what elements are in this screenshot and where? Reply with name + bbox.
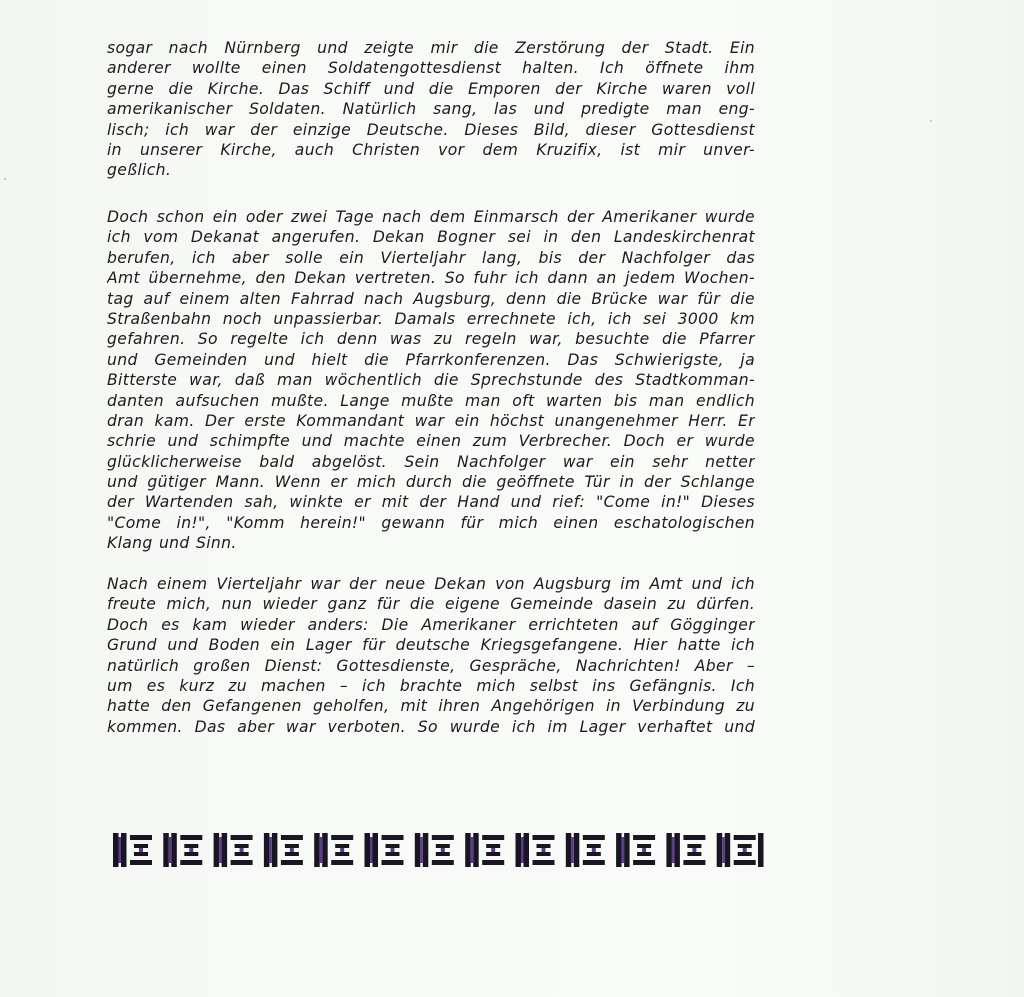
ornament-bar	[163, 833, 169, 867]
text-line: Nach einem Vierteljahr war der neue Dekan von Augsburg im Amt und ich	[107, 575, 755, 593]
ornament-step	[687, 852, 701, 856]
ornament-step	[386, 844, 400, 848]
ornament-accent	[521, 837, 524, 863]
ornament-bar	[566, 833, 572, 867]
text-line: gerne die Kirche. Das Schiff und die Emporen der Kirche waren voll	[107, 79, 755, 98]
ornament-step	[335, 852, 349, 856]
ornament-step	[738, 852, 752, 856]
ornament-bar	[214, 833, 220, 867]
ornament-step	[184, 852, 198, 856]
text-line: gefahren. So regelte ich denn was zu regeln war, besuchte die Pfarrer	[107, 330, 755, 349]
text-line: anderer wollte einen Soldatengottesdienst halten. Ich öffnete ihm	[107, 59, 755, 78]
text-line: kommen. Das aber war verboten. So wurde ich im Lager verhaftet und	[107, 717, 755, 736]
ornament-step	[231, 860, 253, 865]
ornament-step	[587, 852, 601, 856]
ornament-step	[130, 835, 152, 840]
paragraph-3	[107, 574, 755, 737]
text-line: dran kam. Der erste Kommandant war ein höchst unangenehmer Herr. Er	[107, 411, 755, 430]
text-line: in unserer Kirche, auch Christen vor dem Kruzifix, ist mir unver-	[107, 140, 755, 159]
ornament-step	[734, 860, 756, 865]
ornament-step	[482, 860, 504, 865]
ornament-bar	[524, 833, 530, 867]
ornament-bar	[423, 833, 429, 867]
ornament-dot	[542, 848, 546, 852]
text-line: der Wartenden sah, winkte er mit der Hand und rief: "Come in!" Dieses	[107, 493, 755, 512]
ornament-bar	[322, 833, 328, 867]
ornament-step	[734, 835, 756, 840]
ornament-step	[235, 844, 249, 848]
ornament-step	[436, 844, 450, 848]
text-line: ich vom Dekanat angerufen. Dekan Bogner sei in den Landeskirchenrat	[107, 228, 755, 247]
ornament-step	[533, 835, 555, 840]
ornament-step	[587, 844, 601, 848]
ornament-step	[331, 835, 353, 840]
text-line: und gütiger Mann. Wenn er mich durch die geöffnete Tür in der Schlange	[107, 473, 755, 492]
text-line: lisch; ich war der einzige Deutsche. Dieses Bild, dieser Gottesdienst	[107, 120, 755, 139]
text-line: und Gemeinden und hielt die Pfarrkonferenzen. Das Schwierigste, ja	[107, 350, 755, 369]
text-line: Bitterste war, daß man wöchentlich die Sprechstunde des Stadtkomman-	[107, 371, 755, 390]
ornament-step	[382, 860, 404, 865]
ornament-step	[637, 852, 651, 856]
ornament-dot	[692, 848, 696, 852]
ornament-dot	[240, 848, 244, 852]
ornament-step	[180, 860, 202, 865]
text-line: Doch es kam wieder anders: Die Amerikaner errichteten auf Gögginger	[107, 615, 755, 634]
ornament-step	[432, 860, 454, 865]
ornament-bar	[725, 833, 731, 867]
ornament-step	[386, 852, 400, 856]
ornament-step	[583, 860, 605, 865]
ornament-accent	[471, 837, 474, 863]
ornament-dot	[290, 848, 294, 852]
ornament-dot	[642, 848, 646, 852]
ornament-step	[382, 835, 404, 840]
text-line: natürlich großen Dienst: Gottesdienste, Gespräche, Nachrichten! Aber –	[107, 656, 755, 675]
ornament-bar	[264, 833, 270, 867]
ornament-step	[335, 844, 349, 848]
ornament-bar	[574, 833, 580, 867]
ornament-step	[633, 860, 655, 865]
text-line: amerikanischer Soldaten. Natürlich sang, las und predigte man eng-	[107, 100, 755, 119]
ornament-step	[281, 835, 303, 840]
ornament-accent	[622, 837, 625, 863]
ornament-bar	[373, 833, 379, 867]
ornament-step	[235, 852, 249, 856]
ornament-accent	[269, 837, 272, 863]
text-line: glücklicherweise bald abgelöst. Sein Nachfolger war ein sehr netter	[107, 452, 755, 471]
ornament-step	[533, 860, 555, 865]
ornament-step	[285, 852, 299, 856]
ornament-accent	[320, 837, 323, 863]
text-line: "Come in!", "Komm herein!" gewann für mich einen eschatologischen	[107, 513, 755, 532]
ornament-bar	[616, 833, 622, 867]
text-line: Grund und Boden ein Lager für deutsche Kriegsgefangene. Hier hatte ich	[107, 636, 755, 655]
ornament-accent	[420, 837, 423, 863]
ornament-accent	[672, 837, 675, 863]
text-line: um es kurz zu machen – ich brachte mich selbst ins Gefängnis. Ich	[107, 676, 755, 695]
ornament-bar	[473, 833, 479, 867]
ornament-step	[486, 844, 500, 848]
ornament-step	[134, 852, 148, 856]
ornament-bar	[516, 833, 522, 867]
ornament-step	[537, 844, 551, 848]
ornament-bar	[222, 833, 228, 867]
paper-speck	[930, 120, 932, 122]
ornament-bar	[415, 833, 421, 867]
ornament-accent	[571, 837, 574, 863]
ornament-bar	[624, 833, 630, 867]
ornament-bar	[121, 833, 127, 867]
ornament-step	[134, 844, 148, 848]
ornament-dot	[340, 848, 344, 852]
ornament-accent	[219, 837, 222, 863]
paragraph-2	[107, 207, 755, 554]
ornament-step	[687, 844, 701, 848]
ornament-dot	[189, 848, 193, 852]
ornament-bar	[113, 833, 119, 867]
ornament-step	[738, 844, 752, 848]
ornament-step	[486, 852, 500, 856]
ornament-bar	[674, 833, 680, 867]
ornament-accent	[370, 837, 373, 863]
ornament-step	[184, 844, 198, 848]
ornament-dot	[491, 848, 495, 852]
text-line: freute mich, nun wieder ganz für die eigene Gemeinde dasein zu dürfen.	[107, 595, 755, 614]
text-line: danten aufsuchen mußte. Lange mußte man oft warten bis man endlich	[107, 391, 755, 410]
ornament-bar	[666, 833, 672, 867]
ornament-step	[285, 844, 299, 848]
ornament-bar	[171, 833, 177, 867]
ornament-bar	[465, 833, 471, 867]
ornament-step	[432, 835, 454, 840]
text-line: hatte den Gefangenen geholfen, mit ihren Angehörigen in Verbindung zu	[107, 697, 755, 716]
ornament-step	[180, 835, 202, 840]
ornament-step	[683, 860, 705, 865]
paragraph-1	[107, 38, 755, 181]
ornament-dot	[391, 848, 395, 852]
ornament-bar	[365, 833, 371, 867]
text-line: tag auf einem alten Fahrrad nach Augsburg, denn die Brücke war für die	[107, 289, 755, 308]
ornament-step	[231, 835, 253, 840]
ornament-dot	[139, 848, 143, 852]
ornament-bar	[758, 833, 764, 867]
ornament-dot	[441, 848, 445, 852]
text-line: sogar nach Nürnberg und zeigte mir die Zerstörung der Stadt. Ein	[107, 39, 755, 57]
ornament-step	[482, 835, 504, 840]
text-line: schrie und schimpfte und machte einen zum Verbrecher. Doch er wurde	[107, 432, 755, 451]
text-line: Straßenbahn noch unpassierbar. Damals errechnete ich, ich sei 3000 km	[107, 309, 755, 328]
decorative-ornament-border	[112, 830, 766, 870]
ornament-bar	[717, 833, 723, 867]
text-line: berufen, ich aber solle ein Vierteljahr lang, bis der Nachfolger das	[107, 248, 755, 267]
ornament-step	[331, 860, 353, 865]
ornament-step	[583, 835, 605, 840]
ornament-step	[683, 835, 705, 840]
ornament-step	[633, 835, 655, 840]
ornament-step	[130, 860, 152, 865]
ornament-step	[281, 860, 303, 865]
ornament-step	[436, 852, 450, 856]
ornament-bar	[314, 833, 320, 867]
text-line: geßlich.	[107, 161, 172, 180]
text-line: Amt übernehme, den Dekan vertreten. So fuhr ich dann an jedem Wochen-	[107, 269, 755, 288]
ornament-step	[537, 852, 551, 856]
paper-speck	[4, 178, 6, 180]
text-line: Klang und Sinn.	[107, 534, 237, 553]
ornament-step	[637, 844, 651, 848]
ornament-bar	[272, 833, 278, 867]
ornament-dot	[592, 848, 596, 852]
text-line: Doch schon ein oder zwei Tage nach dem Einmarsch der Amerikaner wurde	[107, 208, 755, 226]
ornament-accent	[722, 837, 725, 863]
ornament-accent	[119, 837, 122, 863]
ornament-dot	[743, 848, 747, 852]
ornament-accent	[169, 837, 172, 863]
